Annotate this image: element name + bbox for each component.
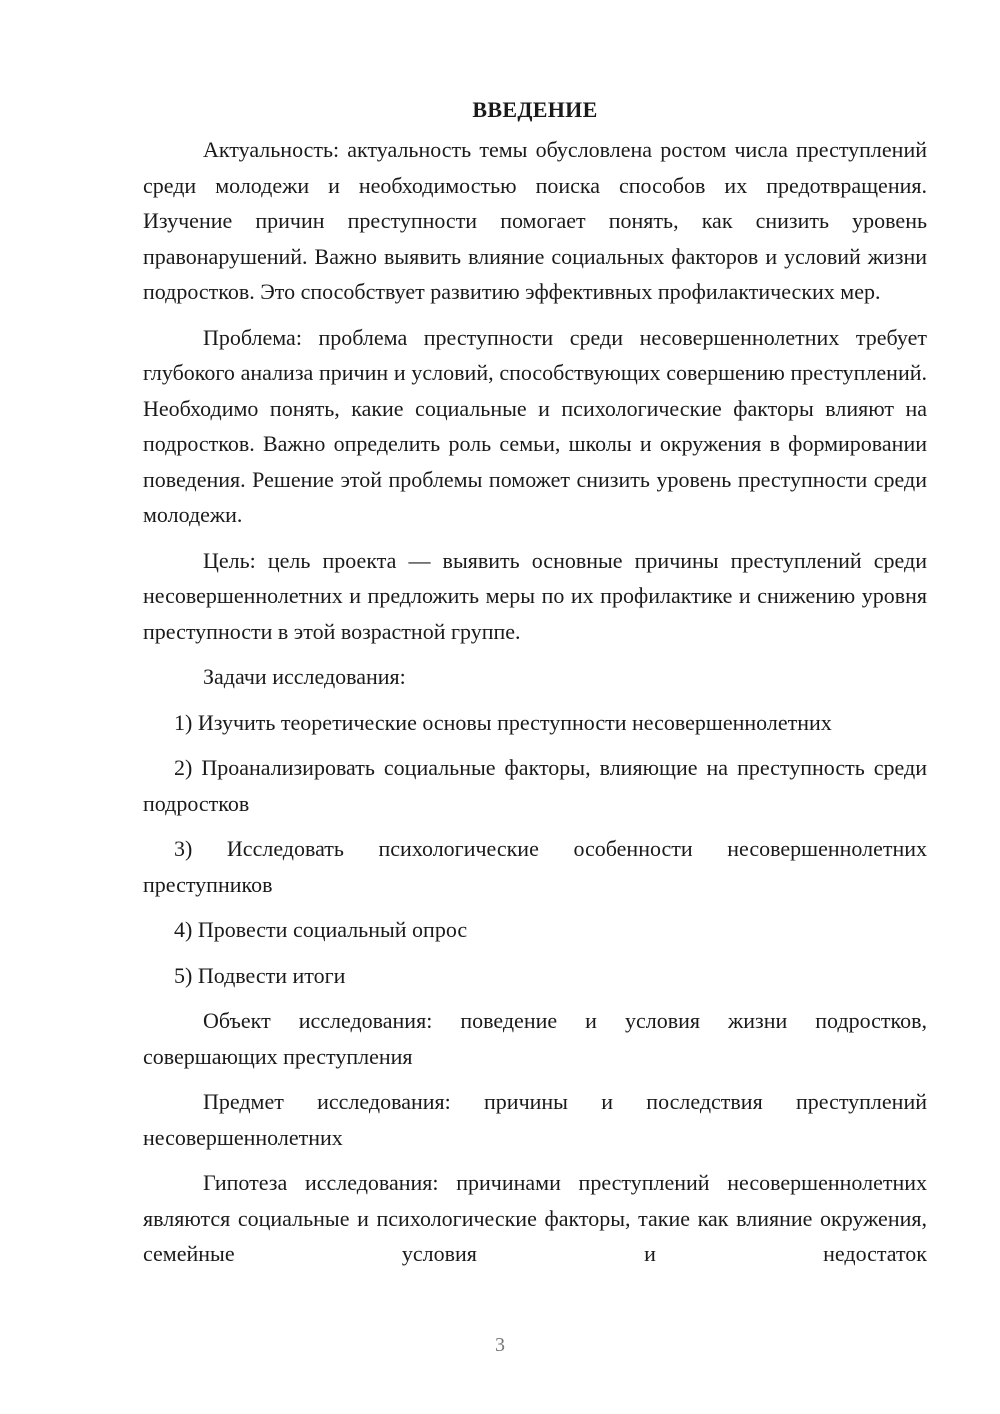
paragraph-tasks-heading: Задачи исследования: xyxy=(203,664,406,689)
list-item-task-4: 4) Провести социальный опрос xyxy=(174,917,468,942)
paragraph-subject: Предмет исследования: причины и последствия преступлений несовершеннолетних xyxy=(143,1089,927,1150)
list-item-task-5: 5) Подвести итоги xyxy=(174,962,346,988)
page-number: 3 xyxy=(495,1334,505,1356)
paragraph-hypothesis: Гипотеза исследования: причинами преступлений несовершеннолетних являются социальные и психологические факторы, такие как влияние окружения, семейные условия и недостаток xyxy=(143,1170,927,1266)
paragraph-problem: Проблема: проблема преступности среди несовершеннолетних требует глубокого анализа причин и условий, способствующих совершению преступлений. Необходимо понять, какие социальные и психологические факторы влияют на подростков. Важно определить роль семьи, школы и окружения в формировании поведения. Решение этой проблемы поможет снизить уровень преступности среди молодежи. xyxy=(143,324,927,527)
paragraph-relevance: Актуальность: актуальность темы обусловлена ростом числа преступлений среди молодежи и необходимостью поиска способов их предотвращения. Изучение причин преступности помогает понять, как снизить уровень правонарушений. Важно выявить влияние социальных факторов и условий жизни подростков. Это способствует развитию эффективных профилактических мер. xyxy=(143,137,927,304)
document-page xyxy=(143,92,927,1282)
list-item-task-2: 2) Проанализировать социальные факторы, влияющие на преступность среди подростков xyxy=(143,755,927,816)
paragraph-object: Объект исследования: поведение и условия жизни подростков, совершающих преступления xyxy=(143,1008,927,1069)
list-item-task-3: 3) Исследовать психологические особенности несовершеннолетних преступников xyxy=(143,836,927,897)
page-title: ВВЕДЕНИЕ xyxy=(472,97,598,122)
paragraph-goal: Цель: цель проекта — выявить основные причины преступлений среди несовершеннолетних и предложить меры по их профилактике и снижению уровня преступности в этой возрастной группе. xyxy=(143,547,927,644)
list-item-task-1: 1) Изучить теоретические основы преступности несовершеннолетних xyxy=(174,709,832,735)
